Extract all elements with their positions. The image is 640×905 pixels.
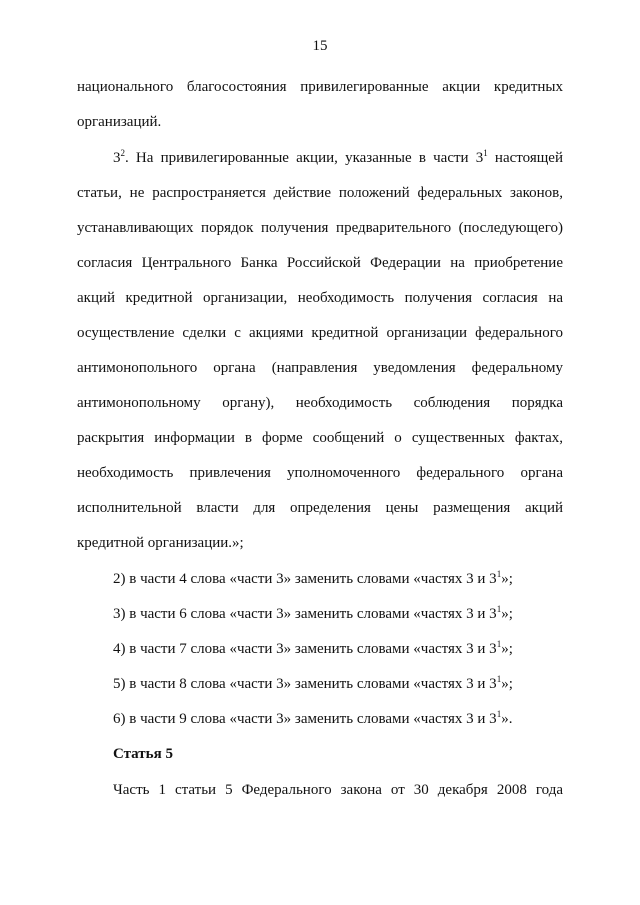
paragraph-number: 3 [113, 150, 121, 166]
text-line: акций кредитной организации, необходимость получения согласия на [77, 290, 563, 306]
amendment-item [113, 605, 563, 623]
text-fragment: ». [501, 711, 513, 727]
text-line: организаций. [77, 114, 162, 130]
text-fragment: 5) в части 8 слова «части 3» заменить словами «частях 3 и 3 [113, 676, 497, 692]
text-line: согласия Центрального Банка Российской Федерации на приобретение [77, 255, 563, 271]
amendment-item [113, 675, 563, 693]
paragraph-first-line [113, 149, 563, 167]
superscript: 1 [496, 639, 502, 649]
text-fragment: 2) в части 4 слова «части 3» заменить словами «частях 3 и 3 [113, 571, 497, 587]
superscript: 1 [496, 674, 502, 684]
text-line: антимонопольному органу), необходимость соблюдения порядка [77, 395, 563, 411]
text-fragment: »; [501, 606, 513, 622]
text-fragment: 6) в части 9 слова «части 3» заменить словами «частях 3 и 3 [113, 711, 497, 727]
text-fragment: 3) в части 6 слова «части 3» заменить словами «частях 3 и 3 [113, 606, 497, 622]
amendment-item [113, 710, 563, 728]
superscript: 1 [496, 569, 502, 579]
amendment-item [113, 570, 563, 588]
text-fragment: 4) в части 7 слова «части 3» заменить словами «частях 3 и 3 [113, 641, 497, 657]
text-fragment: . На привилегированные акции, указанные в части 3 [125, 150, 484, 166]
article-heading: Статья 5 [113, 746, 173, 762]
amendment-item [113, 640, 563, 658]
text-fragment: »; [501, 641, 513, 657]
text-fragment: »; [501, 676, 513, 692]
superscript: 1 [496, 604, 502, 614]
text-fragment: »; [501, 571, 513, 587]
superscript: 2 [120, 148, 125, 158]
text-fragment: настоящей [487, 150, 563, 166]
text-line: устанавливающих порядок получения предварительного (последующего) [77, 220, 563, 236]
text-line: статьи, не распространяется действие положений федеральных законов, [77, 185, 563, 201]
superscript: 1 [496, 709, 502, 719]
text-line: раскрытия информации в форме сообщений о существенных фактах, [77, 430, 563, 446]
text-line: кредитной организации.»; [77, 535, 244, 551]
text-line: Часть 1 статьи 5 Федерального закона от 30 декабря 2008 года [113, 782, 563, 798]
text-line: осуществление сделки с акциями кредитной организации федерального [77, 325, 563, 341]
text-line: исполнительной власти для определения цены размещения акций [77, 500, 563, 516]
text-line: необходимость привлечения уполномоченного федерального органа [77, 465, 563, 481]
page-number: 15 [312, 38, 328, 54]
text-line: национального благосостояния привилегированные акции кредитных [77, 79, 563, 95]
text-line: антимонопольного органа (направления уведомления федеральному [77, 360, 563, 376]
superscript: 1 [483, 148, 488, 158]
